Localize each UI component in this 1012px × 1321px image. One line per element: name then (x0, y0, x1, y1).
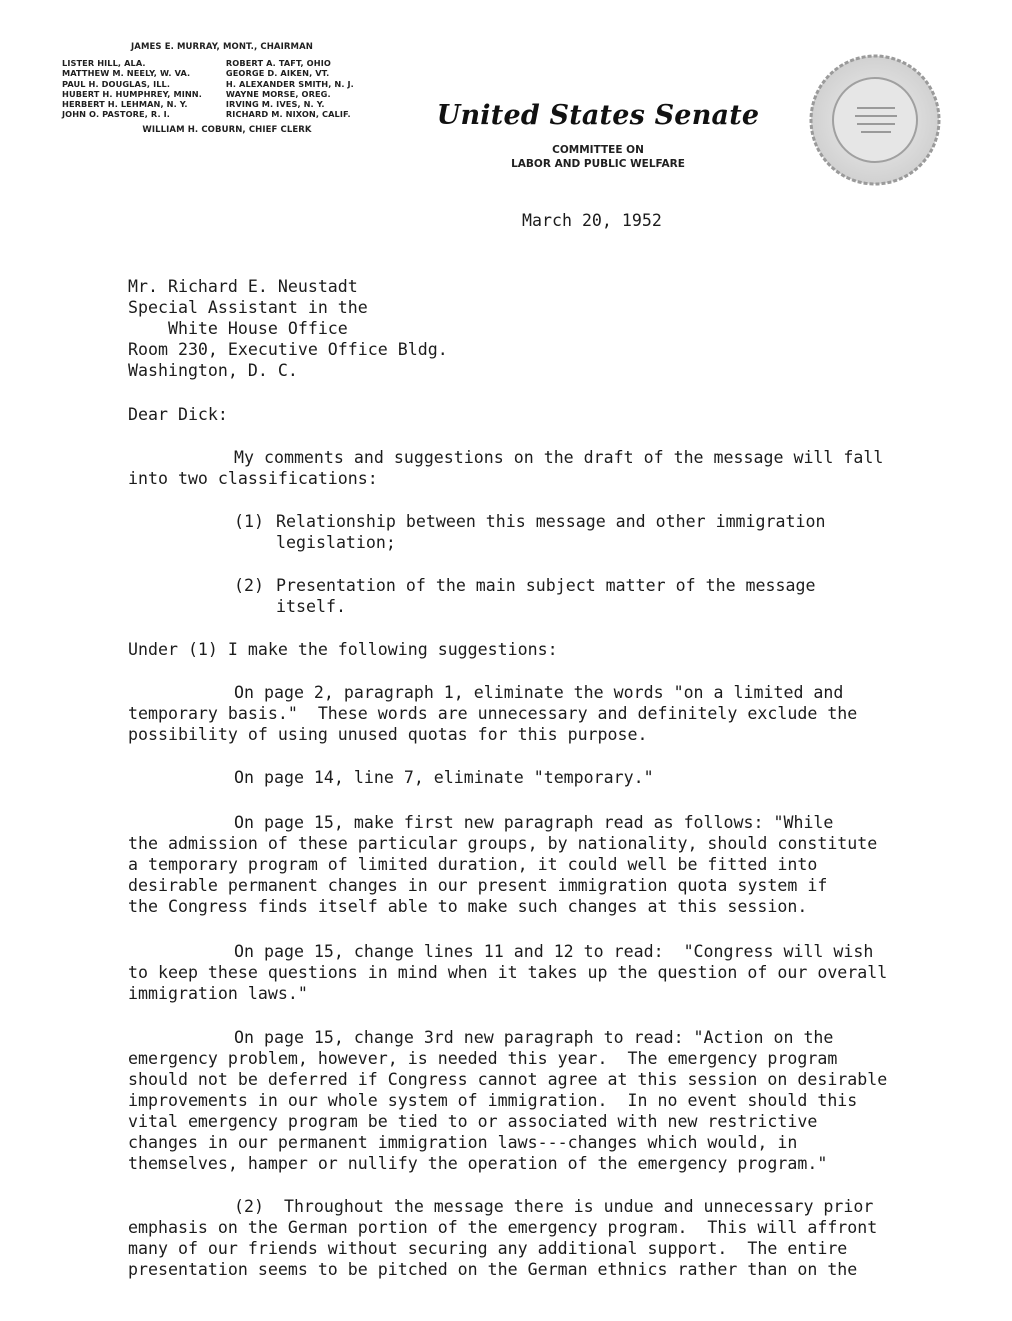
body-line: On page 15, change 3rd new paragraph to read: "Action on the (234, 1028, 834, 1047)
body-line: themselves, hamper or nullify the operation of the emergency program." (128, 1154, 828, 1173)
suggestion-paragraph-4 (128, 941, 948, 1004)
body-line: emergency problem, however, is needed this year. The emergency program (128, 1049, 838, 1068)
member-name: LISTER HILL, ALA. (62, 58, 146, 69)
item-number: (2) (234, 576, 264, 595)
suggestion-paragraph-3 (128, 812, 948, 917)
member-name: WAYNE MORSE, OREG. (225, 88, 331, 99)
body-line: On page 15, change lines 11 and 12 to read: "Congress will wish (234, 942, 874, 961)
body-line: emphasis on the German portion of the emergency program. This will affront (128, 1218, 878, 1237)
body-line: On page 14, line 7, eliminate "temporary." (234, 768, 654, 787)
members-right-column (226, 58, 382, 119)
body-line: itself. (276, 597, 346, 616)
letterhead-title: United States Senate (436, 100, 760, 131)
body-line: many of our friends without securing any additional support. The entire (128, 1239, 848, 1258)
body-line: the Congress finds itself able to make such changes at this session. (128, 897, 808, 916)
intro-paragraph (128, 447, 948, 489)
member-name: HUBERT H. HUMPHREY, MINN. (62, 88, 202, 99)
section-two-paragraph (128, 1196, 948, 1280)
member-name: PAUL H. DOUGLAS, ILL. (62, 78, 171, 89)
member-name: HERBERT H. LEHMAN, N. Y. (62, 99, 188, 110)
address-line: Special Assistant in the (128, 298, 368, 317)
member-name: H. ALEXANDER SMITH, N. J. (225, 78, 354, 89)
body-line: desirable permanent changes in our present immigration quota system if (128, 876, 828, 895)
body-line: the admission of these particular groups, by nationality, should constitute (128, 834, 878, 853)
committee-line-2: LABOR AND PUBLIC WELFARE (511, 158, 685, 170)
member-name: ROBERT A. TAFT, OHIO (225, 58, 331, 69)
classification-item-2 (234, 575, 934, 617)
body-line: On page 15, make first new paragraph read as follows: "While (234, 813, 834, 832)
body-line: should not be deferred if Congress cannot agree at this session on desirable (128, 1070, 888, 1089)
address-block (128, 276, 448, 381)
chairman-line: JAMES E. MURRAY, MONT., CHAIRMAN (131, 42, 313, 52)
suggestion-paragraph-5 (128, 1027, 948, 1174)
archive-stamp-icon (805, 50, 945, 190)
body-line: legislation; (276, 533, 396, 552)
member-name: RICHARD M. NIXON, CALIF. (225, 109, 351, 120)
address-line: Room 230, Executive Office Bldg. (128, 340, 448, 359)
address-line: White House Office (128, 319, 348, 338)
committee-name (428, 143, 768, 171)
members-left-column (62, 58, 226, 119)
member-name: MATTHEW M. NEELY, W. VA. (62, 68, 191, 79)
body-line: a temporary program of limited duration, it could well be fitted into (128, 855, 818, 874)
committee-roster (62, 42, 382, 136)
address-line: Mr. Richard E. Neustadt (128, 277, 358, 296)
body-line: temporary basis." These words are unnecessary and definitely exclude the (128, 704, 858, 723)
body-line: On page 2, paragraph 1, eliminate the words "on a limited and (234, 683, 844, 702)
body-line: into two classifications: (128, 469, 378, 488)
body-line: presentation seems to be pitched on the German ethnics rather than on the (128, 1260, 858, 1279)
salutation: Dear Dick: (128, 405, 228, 424)
body-line: immigration laws." (128, 984, 308, 1003)
address-line: Washington, D. C. (128, 361, 298, 380)
under-one-heading: Under (1) I make the following suggestions: (128, 640, 558, 659)
body-line: possibility of using unused quotas for this purpose. (128, 725, 648, 744)
body-line: changes in our permanent immigration laws---changes which would, in (128, 1133, 798, 1152)
member-name: GEORGE D. AIKEN, VT. (225, 68, 330, 79)
body-line: (2) Throughout the message there is undue and unnecessary prior (234, 1197, 874, 1216)
letter-date: March 20, 1952 (522, 211, 662, 230)
body-line: Relationship between this message and other immigration (276, 512, 826, 531)
classification-item-1 (234, 511, 934, 553)
suggestion-paragraph-1 (128, 682, 948, 745)
body-line: improvements in our whole system of immigration. In no event should this (128, 1091, 858, 1110)
body-line: My comments and suggestions on the draft of the message will fall (234, 448, 884, 467)
suggestion-paragraph-2 (128, 767, 948, 788)
committee-line-1: COMMITTEE ON (552, 144, 644, 156)
member-name: JOHN O. PASTORE, R. I. (62, 109, 170, 120)
chief-clerk-line: WILLIAM H. COBURN, CHIEF CLERK (142, 125, 312, 136)
body-line: to keep these questions in mind when it takes up the question of our overall (128, 963, 888, 982)
body-line: Presentation of the main subject matter of the message (276, 576, 816, 595)
body-line: vital emergency program be tied to or associated with new restrictive (128, 1112, 818, 1131)
item-number: (1) (234, 512, 264, 531)
member-name: IRVING M. IVES, N. Y. (225, 99, 325, 110)
